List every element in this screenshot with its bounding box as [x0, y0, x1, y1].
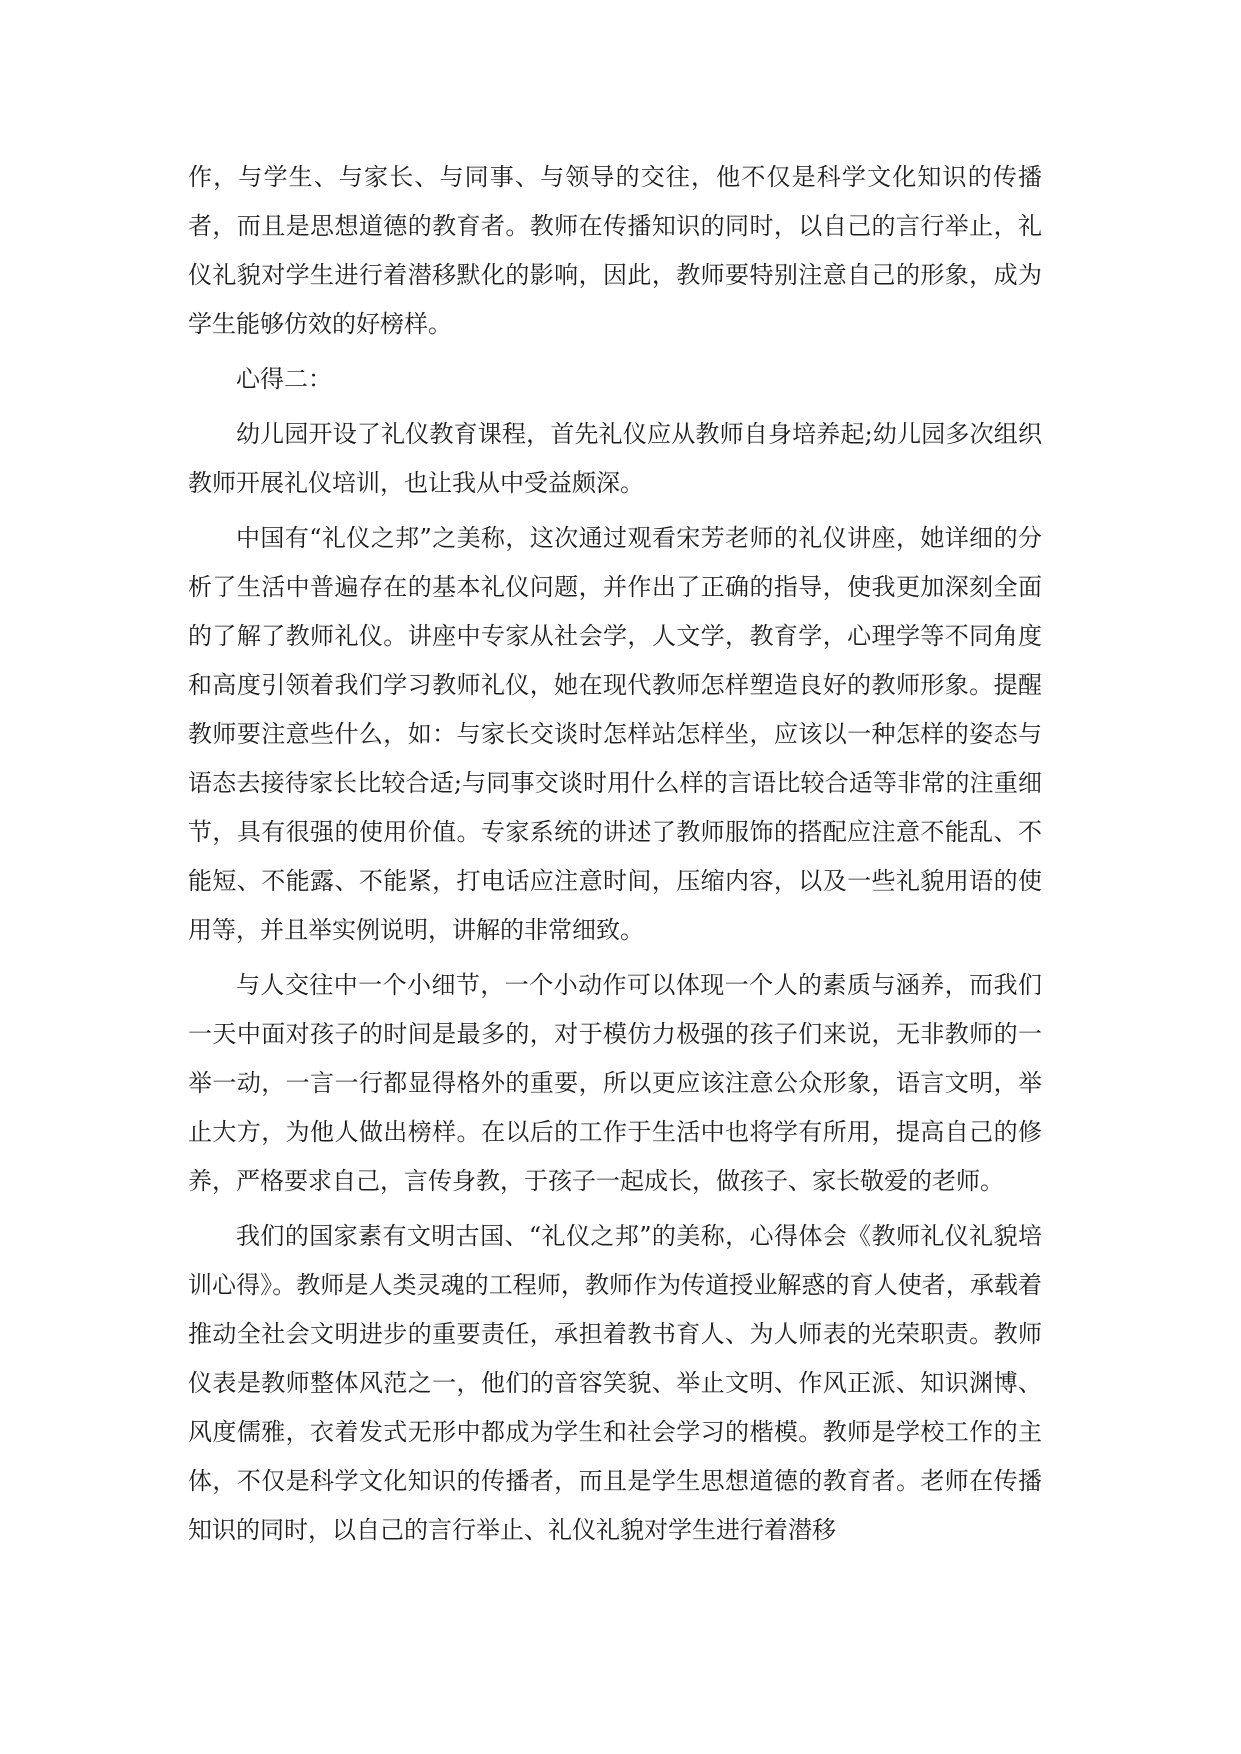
section-heading-xinde-er: 心得二： [236, 365, 332, 393]
paragraph: 中国有“礼仪之邦”之美称，这次通过观看宋芳老师的礼仪讲座，她详细的分析了生活中普遍存在的基本礼仪问题，并作出了正确的指导，使我更加深刻全面的了解了教师礼仪。讲座中专家从社会学，人文学，教育学，心理学等不同角度和高度引领着我们学习教师礼仪，她在现代教师怎样塑造良好的教师形象。提醒教师要注意些什么，如：与家长交谈时怎样站怎样坐，应该以一种怎样的姿态与语态去接待家长比较合适;与同事交谈时用什么样的言语比较合适等非常的注重细节，具有很强的使用价值。专家系统的讲述了教师服饰的搭配应注意不能乱、不能短、不能露、不能紧，打电话应注意时间，压缩内容，以及一些礼貌用语的使用等，并且举实例说明，讲解的非常细致。 [188, 524, 1042, 944]
paragraph: 我们的国家素有文明古国、“礼仪之邦”的美称，心得体会《教师礼仪礼貌培训心得》。教师是人类灵魂的工程师，教师作为传道授业解惑的育人使者，承载着推动全社会文明进步的重要责任，承担着教书育人、为人师表的光荣职责。教师仪表是教师整体风范之一，他们的音容笑貌、举止文明、作风正派、知识渊博、风度儒雅，衣着发式无形中都成为学生和社会学习的楷模。教师是学校工作的主体，不仅是科学文化知识的传播者，而且是学生思想道德的教育者。老师在传播知识的同时，以自己的言行举止、礼仪礼貌对学生进行着潜移 [188, 1222, 1042, 1544]
document-body [188, 153, 1042, 1561]
paragraph: 与人交往中一个小细节，一个小动作可以体现一个人的素质与涵养，而我们一天中面对孩子的时间是最多的，对于模仿力极强的孩子们来说，无非教师的一举一动，一言一行都显得格外的重要，所以更应该注意公众形象，语言文明，举止大方，为他人做出榜样。在以后的工作于生活中也将学有所用，提高自己的修养，严格要求自己，言传身教，于孩子一起成长，做孩子、家长敬爱的老师。 [188, 971, 1042, 1195]
paragraph-continuation: 作，与学生、与家长、与同事、与领导的交往，他不仅是科学文化知识的传播者，而且是思想道德的教育者。教师在传播知识的同时，以自己的言行举止，礼仪礼貌对学生进行着潜移默化的影响，因此，教师要特别注意自己的形象，成为学生能够仿效的好榜样。 [188, 163, 1042, 338]
paragraph: 幼儿园开设了礼仪教育课程，首先礼仪应从教师自身培养起;幼儿园多次组织教师开展礼仪培训，也让我从中受益颇深。 [188, 420, 1042, 497]
